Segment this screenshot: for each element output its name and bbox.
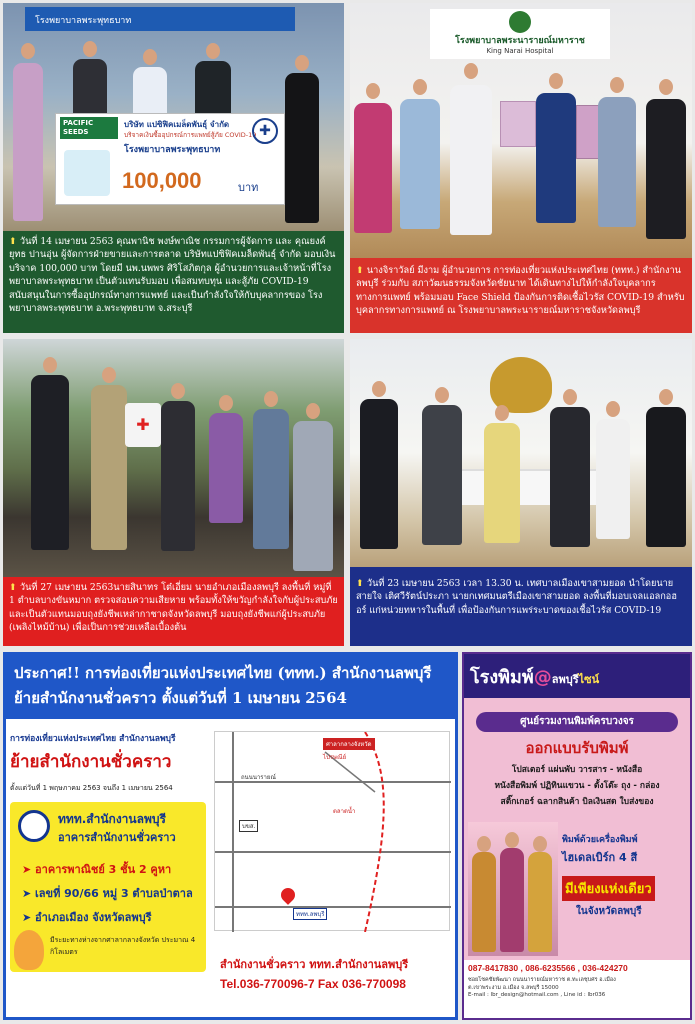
ad1-footer-office: สำนักงานชั่วคราว ททท.สำนักงานลพบุรี (220, 958, 409, 971)
person-head (219, 395, 233, 411)
bullet-arrow-icon: ➤ (22, 863, 36, 876)
ad2-service-2: หนังสือพิมพ์ ปฏิทินแขวน - ตั้งโต๊ะ ถุง - กล่อง (494, 781, 660, 791)
ad2-unique-line-1: มีเพียงแห่งเดียว (562, 876, 655, 901)
ad1-bullet-1: ➤ อาคารพาณิชย์ 3 ชั้น 2 คูหา (22, 863, 172, 876)
panel-2-caption-text: นางจิราวัลย์ มีงาม ผู้อำนวยการ การท่องเที่ยวแห่งประเทศไทย (ททท.) สำนักงานลพบุรี ร่วมกับ สภาวัฒนธรรมจังหวัดชัยนาท ได้เดินทางไปให้กำลังใจบุคลากรทางการแพทย์ พร้อมมอบ Face Shield ป้องกันการติดเชื้อไวรัส COVID-19 สำหรับบุคลากรทางการแพทย์ ณ โรงพยาบาลพระนารายณ์มหาราชจังหวัดลพบุรี (356, 265, 685, 317)
person-head (563, 389, 577, 405)
ad1-map-roads (215, 732, 451, 932)
panel-3-caption-text: วันที่ 27 เมษายน 2563นายสินาทร โต๋เอี่ยม นายอำเภอเมืองลพบุรี ลงพื้นที่ หมู่ที่ 1 ตำบลบางขันหมาก ตรวจสอบความเสียหาย พร้อมทั้งให้ขวัญกำลังใจกับผู้ประสบภัย และเป็นตัวแทนมอบถุงยังชีพเหล่ากาชาดจังหวัดลพบุรี มอบถุงยังชีพแก่ผู้ประสบภัย (เพลิงไหม้บ้าน) เพื่อเป็นการช่วยเหลือเบื้องต้น (9, 582, 338, 634)
person-head (264, 391, 278, 407)
map-label-road: ถนนนารายณ์ (241, 774, 276, 781)
ad1-bullet-2: ➤ เลขที่ 90/66 หมู่ 3 ตำบลป่าตาล (22, 887, 193, 900)
panel-4-caption (350, 573, 692, 621)
person-head (83, 41, 97, 57)
ad2-address-2: ต.เขาพระงาม อ.เมือง จ.ลพบุรี 15000 (468, 985, 559, 991)
hospital-sign-text: โรงพยาบาลพระพุทธบาท (35, 16, 132, 26)
hospital-emblem-icon: ✚ (252, 118, 278, 144)
ad1-bullet-3: ➤ อำเภอเมือง จังหวัดลพบุรี (22, 911, 152, 924)
arrow-icon: ⬆ (356, 578, 367, 589)
person-head (102, 367, 116, 383)
panel-1-caption-text: วันที่ 14 เมษายน 2563 คุณพานิช พงษ์พาณิช กรรมการผู้จัดการ และ คุณยงค์ยุทธ ปานอุ่น ผู้จัดการฝ่ายขายและการตลาด บริษัทแปซิฟิคเมล็ดพันธุ์ จำกัด มอบเงินบริจาค 100,000 บาท โดยมี นพ.นพพร ศิริโสภิตกุล ผู้อำนวยการและเจ้าหน้าที่โรงพยาบาลพระพุทธบาท เป็นตัวแทนรับมอบ เพื่อสมทบทุน และสู้ภัย COVID-19 สนับสนุนในการซื้ออุปกรณ์ทางการแพทย์ และเป็นกำลังใจให้กับบุคลากรของ โรงพยาบาลพระพุทธบาท อ.พระพุทธบาท จ.สระบุรี (9, 236, 336, 315)
ad2-contact (464, 960, 690, 1018)
person (285, 73, 319, 223)
person-head (549, 73, 563, 89)
tat-relocation-ad (3, 652, 458, 1020)
person (596, 419, 630, 539)
person-head (143, 49, 157, 65)
panel-4-photo (350, 339, 692, 567)
relief-bag: ✚ (125, 403, 161, 447)
ad1-footer-phone: Tel.036-770096-7 Fax 036-770098 (220, 977, 406, 991)
person (646, 407, 686, 547)
panel-2-caption (350, 260, 692, 322)
mascot-icon (14, 930, 44, 970)
sign-english: King Narai Hospital (486, 47, 554, 55)
person (484, 423, 520, 543)
person (536, 93, 576, 223)
person-head (435, 387, 449, 403)
banner-hospital: โรงพยาบาลพระพุทธบาท (124, 145, 221, 155)
hospital-logo-icon (509, 11, 531, 33)
panel-2-photo (350, 3, 692, 258)
map-label-city-hall: ศาลากลางจังหวัด (323, 738, 375, 750)
map-label-tat: ททท.ลพบุรี (293, 908, 327, 920)
ad2-address-1: ซอยโชคชัยพัฒนา ถนนนารายณ์มหาราช ต.ทะเลชุบศร อ.เมือง (468, 977, 616, 983)
person (253, 409, 289, 549)
ad1-subtitle: การท่องเที่ยวแห่งประเทศไทย สำนักงานลพบุรี (10, 734, 176, 744)
person (209, 413, 243, 523)
ad2-unique-line-2: ในจังหวัดลพบุรี (576, 906, 642, 917)
bullet-arrow-icon: ➤ (22, 887, 36, 900)
ad1-office-name: ททท.สำนักงานลพบุรี (58, 812, 166, 826)
map-label-bus: บขส. (239, 820, 258, 832)
ad1-dates: ตั้งแต่วันที่ 1 พฤษภาคม 2563 จนถึง 1 เมษายน 2564 (10, 784, 173, 792)
ad1-big-title: ย้ายสำนักงานชั่วคราว (10, 752, 172, 772)
person (646, 99, 686, 239)
person-head (171, 383, 185, 399)
face-shield-package (500, 101, 536, 147)
person-head (610, 77, 624, 93)
ad2-email: E-mail : lbr_design@hotmail.com , Line id : lbr036 (468, 992, 606, 998)
ad2-logo: โรงพิมพ์@ลพบุรีไซน์ (464, 654, 690, 698)
ad2-phones: 087-8417830 , 086-6235566 , 036-424270 (468, 963, 628, 973)
ad1-headline: ประกาศ!! การท่องเที่ยวแห่งประเทศไทย (ททท.) สำนักงานลพบุรี ย้ายสำนักงานชั่วคราว ตั้งแต่วันที่ 1 เมษายน 2564 (6, 655, 455, 719)
ad1-office-box (10, 802, 206, 972)
panel-1-photo (3, 3, 344, 231)
person (13, 63, 43, 221)
ad2-service-1: โปสเตอร์ แผ่นพับ วารสาร - หนังสือ (511, 765, 643, 775)
printing-house-ad (462, 652, 692, 1020)
person-head (366, 83, 380, 99)
banner-amount: 100,000 (122, 168, 202, 193)
person-head (206, 43, 220, 59)
person (161, 401, 195, 551)
ad2-banner-2: ออกแบบรับพิมพ์ (525, 739, 629, 757)
banner-currency: บาท (238, 181, 259, 194)
person-head (43, 357, 57, 373)
ad1-office-building: อาคารสำนักงานชั่วคราว (58, 831, 176, 844)
map-label-post-office: ไปรษณีย์ (323, 754, 347, 761)
banner-donation: บริจาคเงินซื้ออุปกรณ์การแพทย์สู้ภัย COVID-19 (124, 131, 257, 139)
ad2-models-photo (468, 822, 558, 956)
person-head (505, 832, 519, 848)
hospital-sign (25, 7, 295, 31)
person-head (295, 55, 309, 71)
person (31, 375, 69, 550)
person-head (372, 381, 386, 397)
person (422, 405, 462, 545)
panel-4-caption-text: วันที่ 23 เมษายน 2563 เวลา 13.30 น. เทศบาลเมืองเขาสามยอด นำโดยนายสายใจ เติศวีรัตน์ประภา นายกเทศมนตรีเมืองเขาสามยอด ลงพื้นที่มอบเจลแอลกอฮอร์ แก่หน่วยทหารในพื้นที่ เพื่อป้องกันการแพร่ระบาดของเชื้อไวรัส COVID-19 (356, 578, 677, 616)
person (360, 399, 398, 549)
medical-equipment-icon (64, 150, 110, 196)
bullet-arrow-icon: ➤ (22, 911, 36, 924)
sign-thai: โรงพยาบาลพระนารายณ์มหาราช (455, 36, 585, 46)
person (450, 85, 492, 235)
banner-company: บริษัท แปซิฟิคเมล็ดพันธุ์ จำกัด (124, 120, 230, 129)
arrow-icon: ⬆ (356, 265, 367, 276)
ad2-service-3: สติ๊กเกอร์ ฉลากสินค้า บิลเงินสด ใบส่งของ (500, 797, 654, 807)
person-head (606, 401, 620, 417)
ad2-press-line-1: พิมพ์ด้วยเครื่องพิมพ์ (562, 835, 638, 845)
person-head (464, 63, 478, 79)
person-head (659, 389, 673, 405)
person (598, 97, 636, 227)
person (354, 103, 392, 233)
donation-banner (55, 113, 285, 205)
ad1-distance: มีระยะทางห่างจากศาลากลางจังหวัด ประมาณ 4 กิโลเมตร (50, 936, 196, 956)
person-head (21, 43, 35, 59)
person-head (413, 79, 427, 95)
person-head (533, 836, 547, 852)
ad1-info-block (10, 731, 210, 1013)
pacific-seeds-logo: PACIFIC SEEDS (60, 117, 118, 139)
person (91, 385, 127, 550)
ad1-map (214, 731, 450, 931)
person (550, 407, 590, 547)
arrow-icon: ⬆ (9, 582, 20, 593)
news-panel-3 (3, 339, 344, 646)
tat-logo-icon (18, 810, 50, 842)
ad2-press-line-2: ไฮเดลเบิร์ก 4 สี (562, 851, 638, 864)
news-panel-1 (3, 3, 344, 333)
at-sign-icon: @ (533, 667, 552, 688)
news-panel-4 (350, 339, 692, 646)
person (500, 848, 524, 952)
person (528, 852, 552, 952)
person (293, 421, 333, 571)
arrow-icon: ⬆ (9, 236, 20, 247)
panel-1-caption (3, 231, 344, 319)
person (472, 852, 496, 952)
panel-3-photo (3, 339, 344, 577)
panel-3-caption (3, 577, 344, 639)
person-head (495, 405, 509, 421)
news-panel-2 (350, 3, 692, 333)
person-head (477, 836, 491, 852)
hospital-wall-sign (430, 9, 610, 59)
ad2-banner-1: ศูนย์รวมงานพิมพ์ครบวงจร (476, 712, 678, 732)
person-head (306, 403, 320, 419)
person (400, 99, 440, 229)
map-label-market: ตลาดน้ำ (333, 808, 356, 815)
person-head (659, 79, 673, 95)
